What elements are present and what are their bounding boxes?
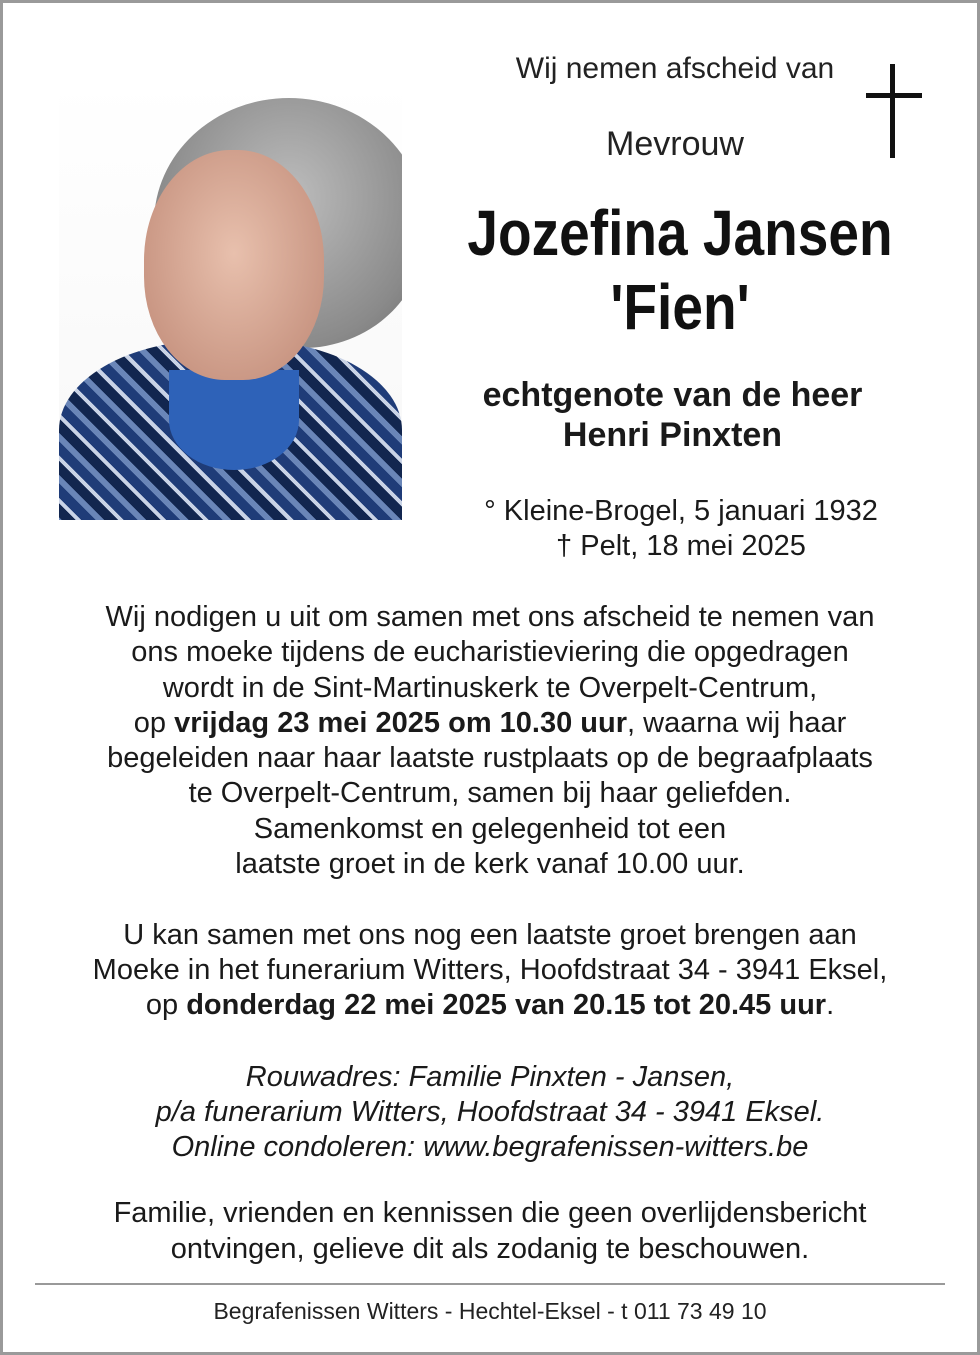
intro-text: Wij nemen afscheid van — [515, 52, 835, 85]
closing-text: Familie, vrienden en kennissen die geen overlijdensbericht ontvingen, gelieve dit als zodanig te beschouwen. — [113, 1197, 867, 1265]
footer-divider — [35, 1283, 945, 1285]
mourning-address: Rouwadres: Familie Pinxten - Jansen, p/a funerarium Witters, Hoofdstraat 34 - 3941 Eksel. Online condoleren: www.begrafenissen-witters.be — [0, 1060, 980, 1165]
service-datetime: vrijdag 23 mei 2025 om 10.30 uur — [174, 706, 628, 739]
visitation-text: U kan samen met ons nog een laatste groet brengen aan Moeke in het funerarium Witters, Hoofdstraat 34 - 3941 Eksel, op donderdag 22 mei 2025 van 20.15 tot 20.45 uur. — [92, 919, 888, 1021]
honorific: Mevrouw — [606, 125, 744, 163]
death-info: † Pelt, 18 mei 2025 — [556, 530, 806, 562]
footer-text: Begrafenissen Witters - Hechtel-Eksel - t 011 73 49 10 — [213, 1298, 767, 1324]
birth-info: ° Kleine-Brogel, 5 januari 1932 — [484, 495, 878, 527]
invitation-text: Wij nodigen u uit om samen met ons afscheid te nemen van ons moeke tijdens de eucharistieviering die opgedragen wordt in de Sint-Martinuskerk te Overpelt-Centrum, op vrijdag 23 mei 2025 om 10.30 uur, waarna wij haar begeleiden naar haar laatste rustplaats op de begraafplaats te Overpelt-Centrum, samen bij haar geliefden. Samenkomst en gelegenheid tot een laatste groet in de kerk vanaf 10.00 uur. — [105, 601, 875, 881]
condolence-website: Online condoleren: www.begrafenissen-witters.be — [171, 1131, 809, 1163]
spouse-info: echtgenote van de heer Henri Pinxten — [482, 376, 863, 454]
life-dates — [420, 494, 942, 564]
deceased-name: Jozefina Jansen 'Fien' — [467, 197, 893, 343]
visitation-datetime: donderdag 22 mei 2025 van 20.15 tot 20.45 uur — [186, 989, 827, 1021]
portrait-photo — [59, 80, 402, 520]
